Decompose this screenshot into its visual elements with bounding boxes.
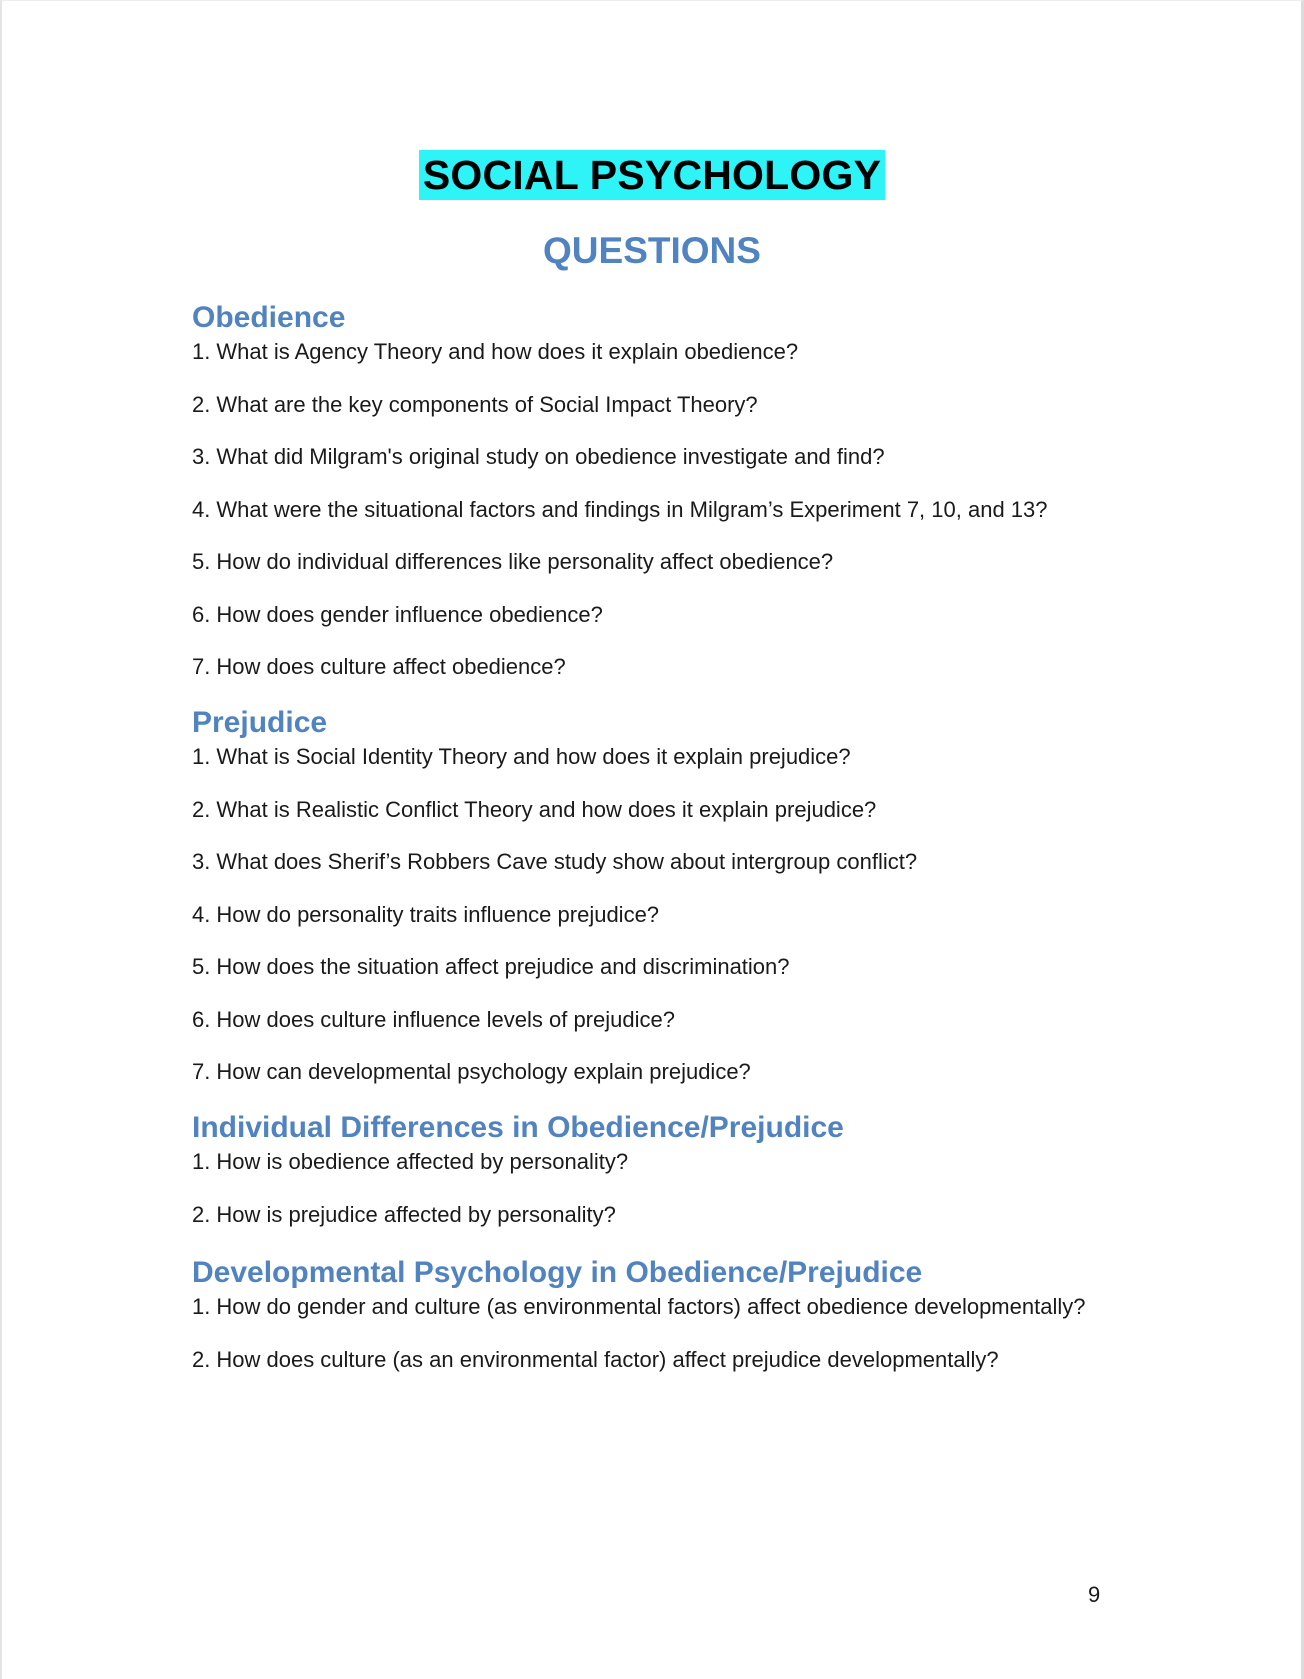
question-list bbox=[192, 741, 1152, 1087]
question-item: 5. How do individual differences like personality affect obedience? bbox=[192, 549, 834, 574]
question-item: 7. How can developmental psychology explain prejudice? bbox=[192, 1059, 751, 1084]
question-item: 4. How do personality traits influence prejudice? bbox=[192, 901, 660, 927]
section-heading: Developmental Psychology in Obedience/Prejudice bbox=[192, 1256, 923, 1289]
question-item: 3. What did Milgram's original study on obedience investigate and find? bbox=[192, 444, 885, 469]
question-item: 2. How is prejudice affected by personality? bbox=[192, 1201, 616, 1227]
page-number: 9 bbox=[1088, 1582, 1101, 1607]
section-heading: Obedience bbox=[192, 301, 346, 334]
question-item: 2. How does culture (as an environmental factor) affect prejudice developmentally? bbox=[192, 1346, 999, 1372]
question-list bbox=[192, 1146, 1152, 1230]
question-item: 7. How does culture affect obedience? bbox=[192, 654, 566, 679]
question-item: 4. What were the situational factors and findings in Milgram’s Experiment 7, 10, and 13? bbox=[192, 496, 1048, 522]
question-list bbox=[192, 1291, 1152, 1375]
section-prejudice bbox=[192, 705, 1152, 1109]
title-block bbox=[0, 150, 1304, 200]
section-developmental-psychology bbox=[192, 1255, 1152, 1396]
section-individual-differences bbox=[192, 1110, 1152, 1251]
question-item: 3. What does Sherif’s Robbers Cave study show about intergroup conflict? bbox=[192, 849, 918, 874]
question-item: 2. What are the key components of Social Impact Theory? bbox=[192, 391, 758, 417]
question-item: 2. What is Realistic Conflict Theory and how does it explain prejudice? bbox=[192, 796, 877, 822]
question-item: 6. How does gender influence obedience? bbox=[192, 601, 603, 627]
section-obedience bbox=[192, 300, 1152, 704]
question-item: 1. What is Social Identity Theory and how does it explain prejudice? bbox=[192, 744, 851, 769]
question-item: 1. How do gender and culture (as environmental factors) affect obedience developmentally? bbox=[192, 1294, 1086, 1319]
section-heading: Prejudice bbox=[192, 706, 328, 739]
question-item: 1. What is Agency Theory and how does it explain obedience? bbox=[192, 339, 799, 364]
document-subtitle: QUESTIONS bbox=[543, 230, 761, 271]
question-item: 6. How does culture influence levels of prejudice? bbox=[192, 1006, 675, 1032]
question-item: 5. How does the situation affect prejudice and discrimination? bbox=[192, 954, 790, 979]
question-item: 1. How is obedience affected by personality? bbox=[192, 1149, 629, 1174]
section-heading: Individual Differences in Obedience/Prejudice bbox=[192, 1111, 844, 1144]
question-list bbox=[192, 336, 1152, 682]
document-title: SOCIAL PSYCHOLOGY bbox=[419, 150, 885, 200]
